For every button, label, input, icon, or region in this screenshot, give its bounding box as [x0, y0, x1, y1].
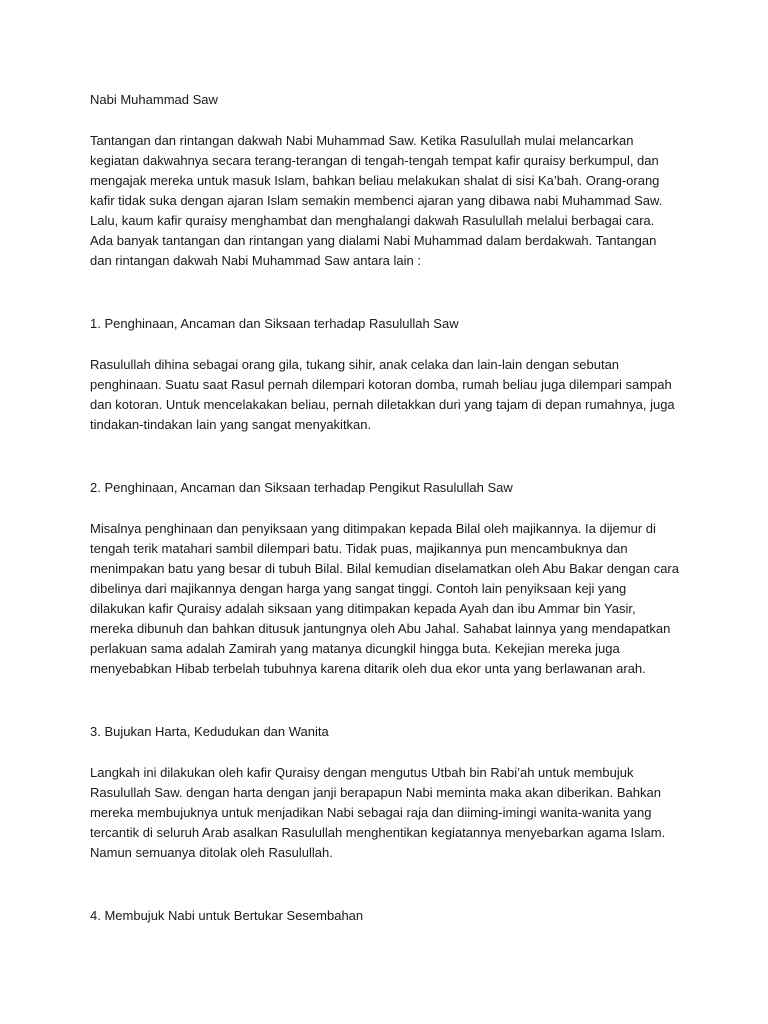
- section-2-heading: 2. Penghinaan, Ancaman dan Siksaan terhadap Pengikut Rasulullah Saw: [90, 480, 513, 495]
- document-title: Nabi Muhammad Saw: [90, 92, 218, 107]
- section-1-heading: 1. Penghinaan, Ancaman dan Siksaan terhadap Rasulullah Saw: [90, 316, 459, 331]
- document-page: [90, 90, 680, 926]
- section-3-body: Langkah ini dilakukan oleh kafir Quraisy dengan mengutus Utbah bin Rabi’ah untuk membujuk Rasulullah Saw. dengan harta dengan janji berapapun Nabi meminta maka akan diberikan. Bahkan mereka membujuknya untuk menjadikan Nabi sebagai raja dan diiming-imingi wanita-wanita yang tercantik di seluruh Arab asalkan Rasulullah menghentikan kegiatannya menyebarkan agama Islam. Namun semuanya ditolak oleh Rasulullah.: [90, 765, 666, 860]
- section-3-heading: 3. Bujukan Harta, Kedudukan dan Wanita: [90, 724, 329, 739]
- section-2-body: Misalnya penghinaan dan penyiksaan yang ditimpakan kepada Bilal oleh majikannya. Ia dijemur di tengah terik matahari sambil dilempari batu. Tidak puas, majikannya pun mencambuknya dan menimpakan batu yang besar di tubuh Bilal. Bilal kemudian diselamatkan oleh Abu Bakar dengan cara dibelinya dari majikannya dengan harga yang sangat tinggi. Contoh lain penyiksaan keji yang dilakukan kafir Quraisy adalah siksaan yang ditimpakan kepada Ayah dan ibu Ammar bin Yasir, mereka dibunuh dan bahkan ditusuk jantungnya oleh Abu Jahal. Sahabat lainnya yang mendapatkan perlakuan sama adalah Zamirah yang matanya dicungkil hingga buta. Kekejian mereka juga menyebabkan Hibab terbelah tubuhnya karena ditarik oleh dua ekor unta yang berlawanan arah.: [90, 521, 679, 676]
- section-4-heading: 4. Membujuk Nabi untuk Bertukar Sesembahan: [90, 908, 364, 923]
- section-1-body: Rasulullah dihina sebagai orang gila, tukang sihir, anak celaka dan lain-lain dengan sebutan penghinaan. Suatu saat Rasul pernah dilempari kotoran domba, rumah beliau juga dilempari sampah dan kotoran. Untuk mencelakakan beliau, pernah diletakkan duri yang tajam di depan rumahnya, juga tindakan-tindakan lain yang sangat menyakitkan.: [90, 357, 675, 432]
- intro-paragraph: Tantangan dan rintangan dakwah Nabi Muhammad Saw. Ketika Rasulullah mulai melancarkan kegiatan dakwahnya secara terang-terangan di tengah-tengah tempat kafir quraisy berkumpul, dan mengajak mereka untuk masuk Islam, bahkan beliau melakukan shalat di sisi Ka’bah. Orang-orang kafir tidak suka dengan ajaran Islam semakin membenci ajaran yang dibawa nabi Muhammad Saw. Lalu, kaum kafir quraisy menghambat dan menghalangi dakwah Rasulullah melalui berbagai cara. Ada banyak tantangan dan rintangan yang dialami Nabi Muhammad dalam berdakwah. Tantangan dan rintangan dakwah Nabi Muhammad Saw antara lain :: [90, 133, 663, 268]
